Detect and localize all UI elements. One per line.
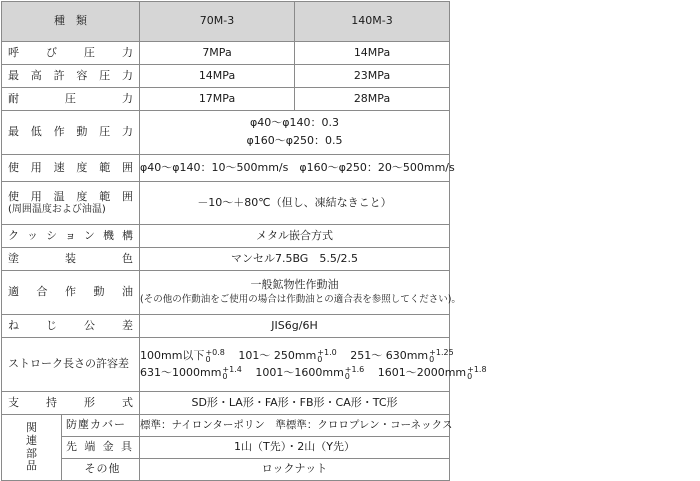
sub-label: 先端金具 bbox=[62, 437, 140, 459]
temp-range-value: －10～＋80℃（但し、凍結なきこと） bbox=[140, 182, 450, 225]
model-70m3-header: 70M-3 bbox=[140, 2, 295, 42]
value-140m3: 14MPa bbox=[295, 42, 450, 65]
fluid-line-1: 一般鉱物性作動油 bbox=[250, 277, 339, 291]
temp-label-main: 使用温度範囲 bbox=[8, 189, 133, 203]
other-row bbox=[2, 459, 450, 481]
temp-range-row bbox=[2, 182, 450, 225]
rod-end-row bbox=[2, 437, 450, 459]
stroke-range: 631～1000mm bbox=[140, 365, 222, 379]
cushion-value: メタル嵌合方式 bbox=[140, 225, 450, 248]
tolerance: +1.8 0 bbox=[467, 364, 487, 381]
value-70m3: 7MPa bbox=[140, 42, 295, 65]
speed-range-row bbox=[2, 155, 450, 182]
stroke-tolerance-value bbox=[140, 338, 487, 392]
row-label: 使用速度範囲 bbox=[2, 155, 140, 182]
tolerance: +1.0 0 bbox=[317, 348, 337, 365]
sub-label: その他 bbox=[62, 459, 140, 481]
row-label: ストローク長さの許容差 bbox=[2, 338, 140, 392]
fluid-value bbox=[140, 271, 461, 315]
thread-value: JIS6g/6H bbox=[140, 315, 450, 338]
temp-label-sub: (周囲温度および油温) bbox=[8, 203, 106, 215]
paint-row bbox=[2, 248, 450, 271]
stroke-tolerance-row bbox=[2, 338, 450, 392]
row-label bbox=[2, 182, 140, 225]
stroke-range: 101～ 250mm bbox=[238, 349, 317, 363]
model-140m3-header: 140M-3 bbox=[295, 2, 450, 42]
thread-row bbox=[2, 315, 450, 338]
mounting-value: SD形・LA形・FA形・FB形・CA形・TC形 bbox=[140, 392, 450, 415]
paint-value: マンセル7.5BG 5.5/2.5 bbox=[140, 248, 450, 271]
min-working-pressure-row bbox=[2, 111, 450, 155]
spec-table bbox=[1, 1, 487, 481]
max-pressure-row bbox=[2, 65, 450, 88]
dust-cover-row bbox=[2, 415, 450, 437]
kind-header: 種 類 bbox=[2, 2, 140, 42]
stroke-range: 100mm以下 bbox=[140, 349, 205, 363]
row-label: クッション機構 bbox=[2, 225, 140, 248]
stroke-range: 1601～2000mm bbox=[377, 365, 467, 379]
cushion-row bbox=[2, 225, 450, 248]
sub-label: 防塵カバー bbox=[62, 415, 140, 437]
value-70m3: 17MPa bbox=[140, 88, 295, 111]
mounting-row bbox=[2, 392, 450, 415]
header-row bbox=[2, 2, 450, 42]
min-pressure-line-1: φ40～φ140：0.3 bbox=[250, 116, 339, 130]
value-70m3: 14MPa bbox=[140, 65, 295, 88]
fluid-line-2: (その他の作動油をご使用の場合は作動油との適合表を参照してください)。 bbox=[140, 294, 461, 306]
tolerance: +1.25 0 bbox=[429, 348, 454, 365]
row-label: 耐 圧 力 bbox=[2, 88, 140, 111]
stroke-range: 1001～1600mm bbox=[255, 365, 344, 379]
nominal-pressure-row bbox=[2, 42, 450, 65]
row-label: 呼び圧力 bbox=[2, 42, 140, 65]
min-pressure-value bbox=[140, 111, 450, 155]
tolerance: +0.8 0 bbox=[205, 348, 225, 365]
value-140m3: 23MPa bbox=[295, 65, 450, 88]
stroke-line-1 bbox=[140, 348, 454, 365]
min-pressure-line-2: φ160～φ250：0.5 bbox=[246, 134, 343, 147]
fluid-row bbox=[2, 271, 450, 315]
tolerance: +1.4 0 bbox=[222, 364, 242, 381]
row-label: 適合作動油 bbox=[2, 271, 140, 315]
row-label: 支持形式 bbox=[2, 392, 140, 415]
row-label: 最低作動圧力 bbox=[2, 111, 140, 155]
tolerance: +1.6 0 bbox=[344, 364, 365, 381]
stroke-line-2 bbox=[140, 364, 487, 381]
row-label: ねじ公差 bbox=[2, 315, 140, 338]
value-140m3: 28MPa bbox=[295, 88, 450, 111]
related-parts-label: 関 連 部 品 bbox=[2, 415, 62, 481]
other-value: ロックナット bbox=[140, 459, 450, 481]
row-label: 最高許容圧力 bbox=[2, 65, 140, 88]
proof-pressure-row bbox=[2, 88, 450, 111]
dust-cover-value: 標準：ナイロンターポリン 準標準：クロロプレン・コーネックス bbox=[140, 415, 450, 437]
stroke-range: 251～ 630mm bbox=[350, 349, 429, 363]
row-label: 塗装色 bbox=[2, 248, 140, 271]
speed-range-value: φ40～φ140：10～500mm/s φ160～φ250：20～500mm/s bbox=[140, 155, 450, 182]
rod-end-value: 1山（T先）・2山（Y先） bbox=[140, 437, 450, 459]
